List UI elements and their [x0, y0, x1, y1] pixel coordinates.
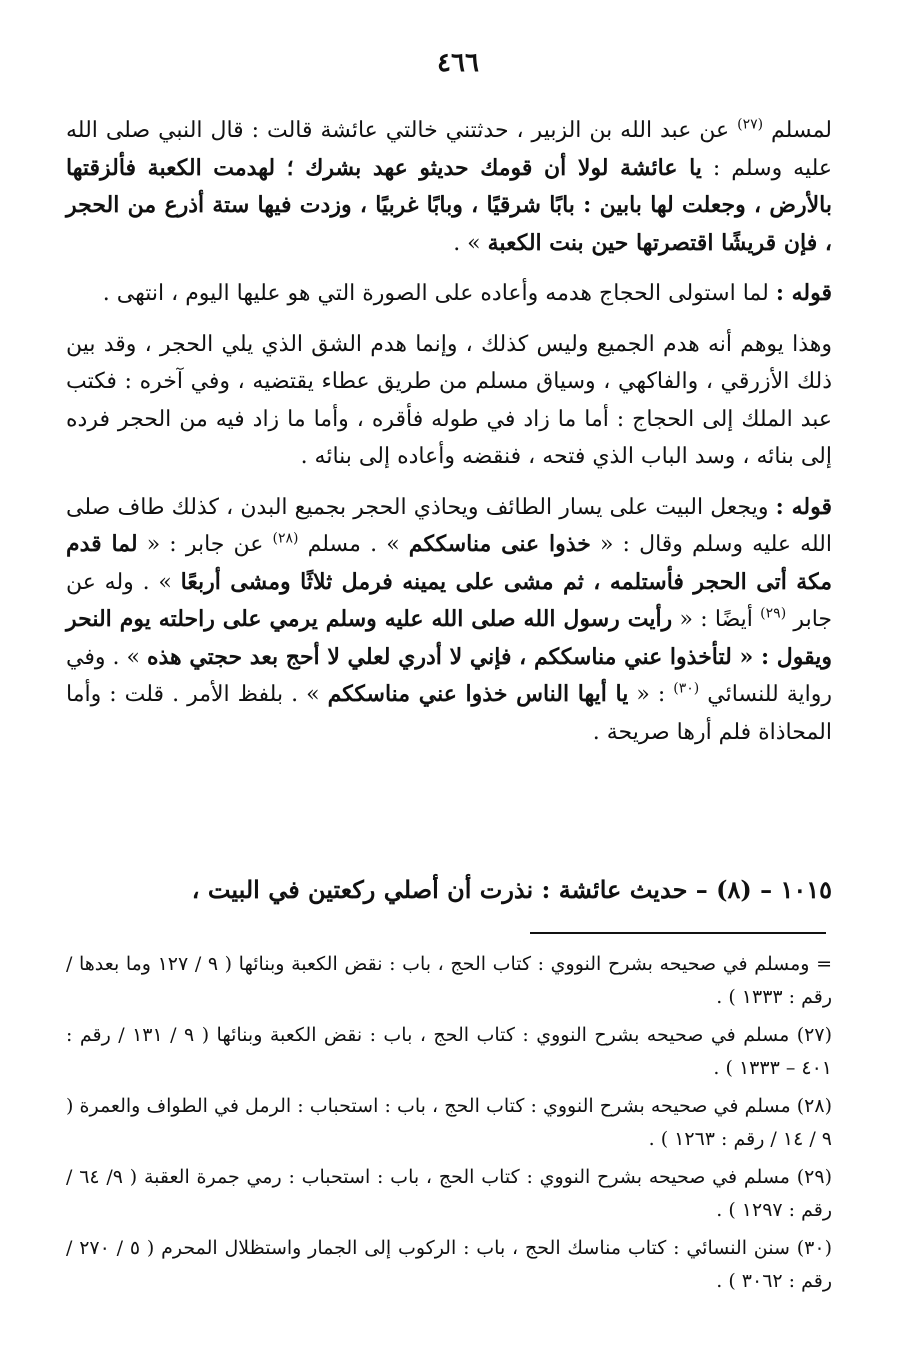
text-segment: وهذا يوهم أنه هدم الجميع وليس كذلك ، وإنما هدم الشق الذي يلي الحجر ، وقد بين ذلك الأزرقي ، والفاكهي ، وسياق مسلم من طريق عطاء يقتضيه ، وفي آخره : فكتب عبد الملك إلى الحجاج : أما ما زاد في طوله فأقره ، وأما ما زاد فيه من الحجر فرده إلى بنائه ، وسد الباب الذي فتحه ، فنقضه وأعاده إلى بنائه .: [66, 331, 832, 469]
bold-text: قوله :: [775, 493, 832, 520]
footnote-reference: (٣٠): [673, 680, 700, 697]
text-segment: » . بلفظ الأمر . قلت : وأما المحاذاة فلم أرها صريحة .: [66, 682, 832, 745]
text-segment: : «: [628, 682, 674, 707]
footnote-reference: (٢٩): [760, 605, 787, 622]
paragraph: [66, 326, 832, 476]
text-segment: لما استولى الحجاج هدمه وأعاده على الصورة التي هو عليها اليوم ، انتهى .: [102, 281, 776, 306]
text-segment: ويجعل البيت على يسار الطائف ويحاذي الحجر بجميع البدن ، كذلك طاف صلى الله عليه وسلم وقال : «: [66, 494, 832, 557]
text-segment: » . وفي رواية للنسائي: [66, 644, 832, 707]
footnote: (٢٨) مسلم في صحيحه بشرح النووي : كتاب الحج ، باب : استحباب : الرمل في الطواف والعمرة ( ٩ / ١٤ / رقم : ١٢٦٣ ) .: [66, 1095, 832, 1150]
page-number: ٤٦٦: [437, 48, 479, 78]
paragraph: [66, 489, 832, 752]
bold-text: رأيت رسول الله صلى الله عليه وسلم يرمي على راحلته يوم النحر ويقول : « لتأخذوا عني مناسككم ، فإني لا أدري لعلي لا أحج بعد حجتي هذه: [66, 606, 832, 670]
text-segment: عن جابر : «: [137, 532, 273, 557]
bold-text: يا عائشة لولا أن قومك حديثو عهد بشرك ؛ لهدمت الكعبة فألزقتها بالأرض ، وجعلت لها بابين : بابًا شرقيًا ، وبابًا غربيًا ، وزدت فيها ستة أذرع من الحجر ، فإن قريشًا اقتصرتها حين بنت الكعبة: [66, 154, 832, 256]
footnote-separator: [530, 932, 826, 934]
text-segment: أيضًا : «: [672, 607, 761, 632]
paragraph: [66, 112, 832, 262]
text-segment: » . وله عن جابر: [66, 569, 832, 632]
footnote: (٢٩) مسلم في صحيحه بشرح النووي : كتاب الحج ، باب : استحباب : رمي جمرة العقبة ( ٩/ ٦٤ / رقم : ١٢٩٧ ) .: [66, 1166, 832, 1221]
bold-text: يا أيها الناس خذوا عني مناسككم: [327, 681, 629, 707]
hadith-heading: ١٠١٥ – (٨) – حديث عائشة : نذرت أن أصلي ركعتين في البيت ،: [191, 875, 832, 904]
paragraph: [66, 275, 832, 313]
footnote: (٢٧) مسلم في صحيحه بشرح النووي : كتاب الحج ، باب : نقض الكعبة وبنائها ( ٩ / ١٣١ / رقم : ٤٠١ – ١٣٣٣ ) .: [66, 1024, 832, 1079]
footnotes: [66, 948, 832, 1303]
bold-text: خذوا عنى مناسككم: [408, 531, 591, 557]
text-segment: لمسلم: [763, 118, 832, 143]
bold-text: قوله :: [775, 280, 832, 306]
footnote: (٣٠) سنن النسائي : كتاب مناسك الحج ، باب : الركوب إلى الجمار واستظلال المحرم ( ٥ / ٢٧٠ / رقم : ٣٠٦٢ ) .: [66, 1237, 832, 1292]
footnote: = ومسلم في صحيحه بشرح النووي : كتاب الحج ، باب : نقض الكعبة وبنائها ( ٩ / ١٢٧ وما بعدها / رقم : ١٣٣٣ ) .: [66, 953, 832, 1008]
text-segment: » . مسلم: [298, 532, 409, 557]
main-text: [66, 112, 832, 764]
bold-text: لما قدم مكة أتى الحجر فأستلمه ، ثم مشى على يمينه فرمل ثلاثًا ومشى أربعًا: [66, 531, 833, 595]
footnote-reference: (٢٧): [737, 116, 764, 133]
text-segment: عن عبد الله بن الزبير ، حدثتني خالتي عائشة قالت : قال النبي صلى الله عليه وسلم :: [66, 118, 833, 181]
text-segment: » .: [453, 230, 488, 256]
footnote-reference: (٢٨): [272, 530, 299, 547]
